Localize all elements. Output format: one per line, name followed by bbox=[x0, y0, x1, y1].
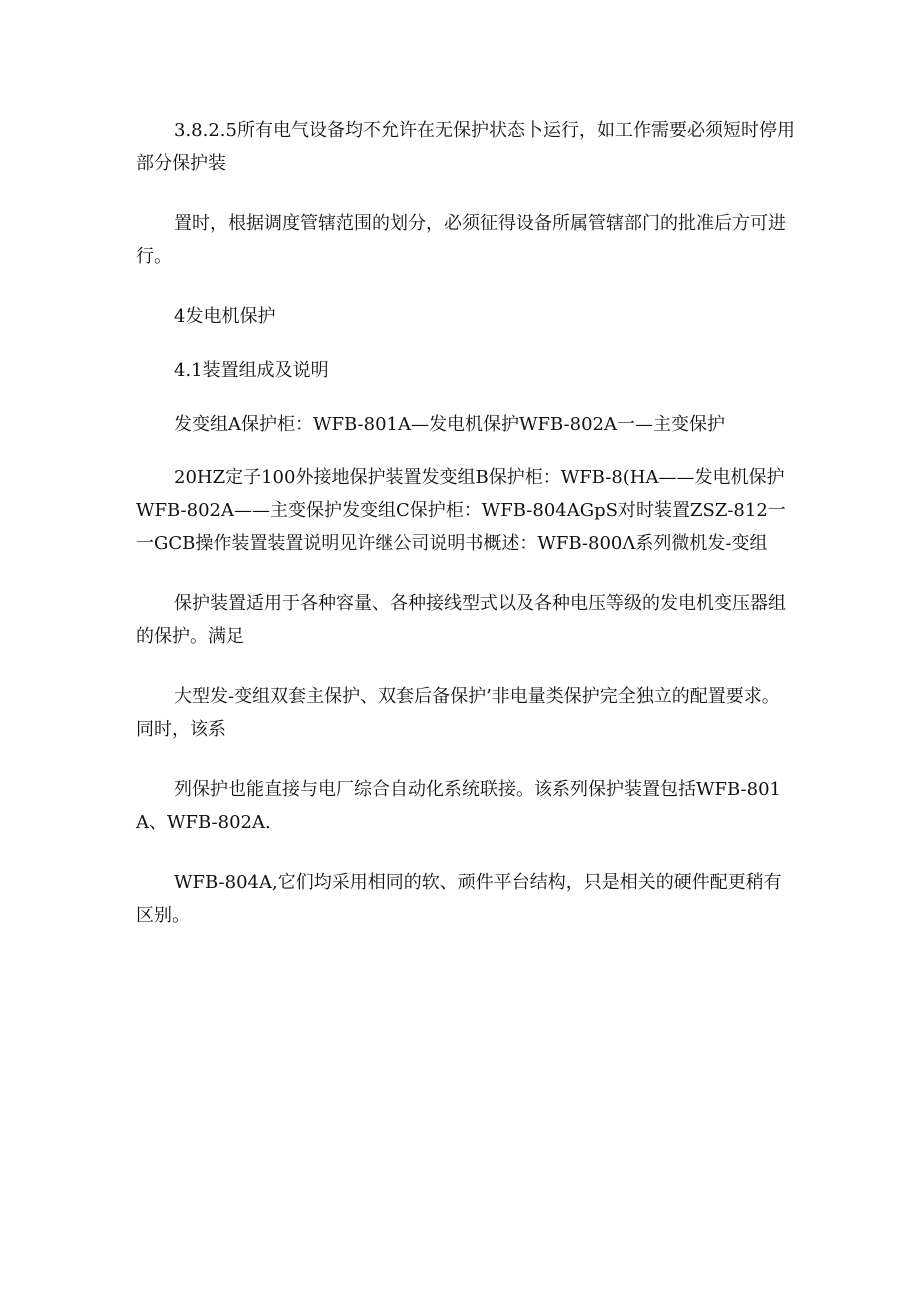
paragraph-cabinets-overview: 20HZ定子100外接地保护装置发变组B保护柜：WFB-8(HA——发电机保护WFB-802A——主变保护发变组C保护柜：WFB-804AGpS对时装置ZSZ-812一一GCB操作装置装置说明见许继公司说明书概述：WFB-800Λ系列微机发-变组 bbox=[136, 467, 786, 554]
subsection-heading-device-composition: 4.1装置组成及说明 bbox=[174, 360, 329, 381]
document-body bbox=[136, 114, 796, 959]
paragraph-platform-structure: WFB-804A,它们均采用相同的软、顽件平台结构，只是相关的硬件配更稍有区别。 bbox=[136, 872, 782, 926]
paragraph-device-applicability: 保护装置适用于各种容量、各种接线型式以及各种电压等级的发电机变压器组的保护。满足 bbox=[136, 593, 786, 647]
paragraph-protection-rule-continued: 置时，根据调度管辖范围的划分，必须征得设备所属管辖部门的批准后方可进行。 bbox=[136, 213, 786, 267]
paragraph-system-connection: 列保护也能直接与电厂综合自动化系统联接。该系列保护装置包括WFB-801A、WFB-802A. bbox=[136, 779, 781, 833]
section-heading-generator-protection: 4发电机保护 bbox=[174, 306, 276, 327]
paragraph-protection-rule: 3.8.2.5所有电气设备均不允许在无保护状态卜运行，如工作需要必须短时停用部分保护装 bbox=[136, 120, 795, 174]
paragraph-cabinet-a: 发变组A保护柜：WFB-801A—发电机保护WFB-802A一—主变保护 bbox=[174, 414, 725, 435]
paragraph-configuration-requirements: 大型发-变组双套主保护、双套后备保护’非电量类保护完全独立的配置要求。同时，该系 bbox=[136, 686, 780, 740]
